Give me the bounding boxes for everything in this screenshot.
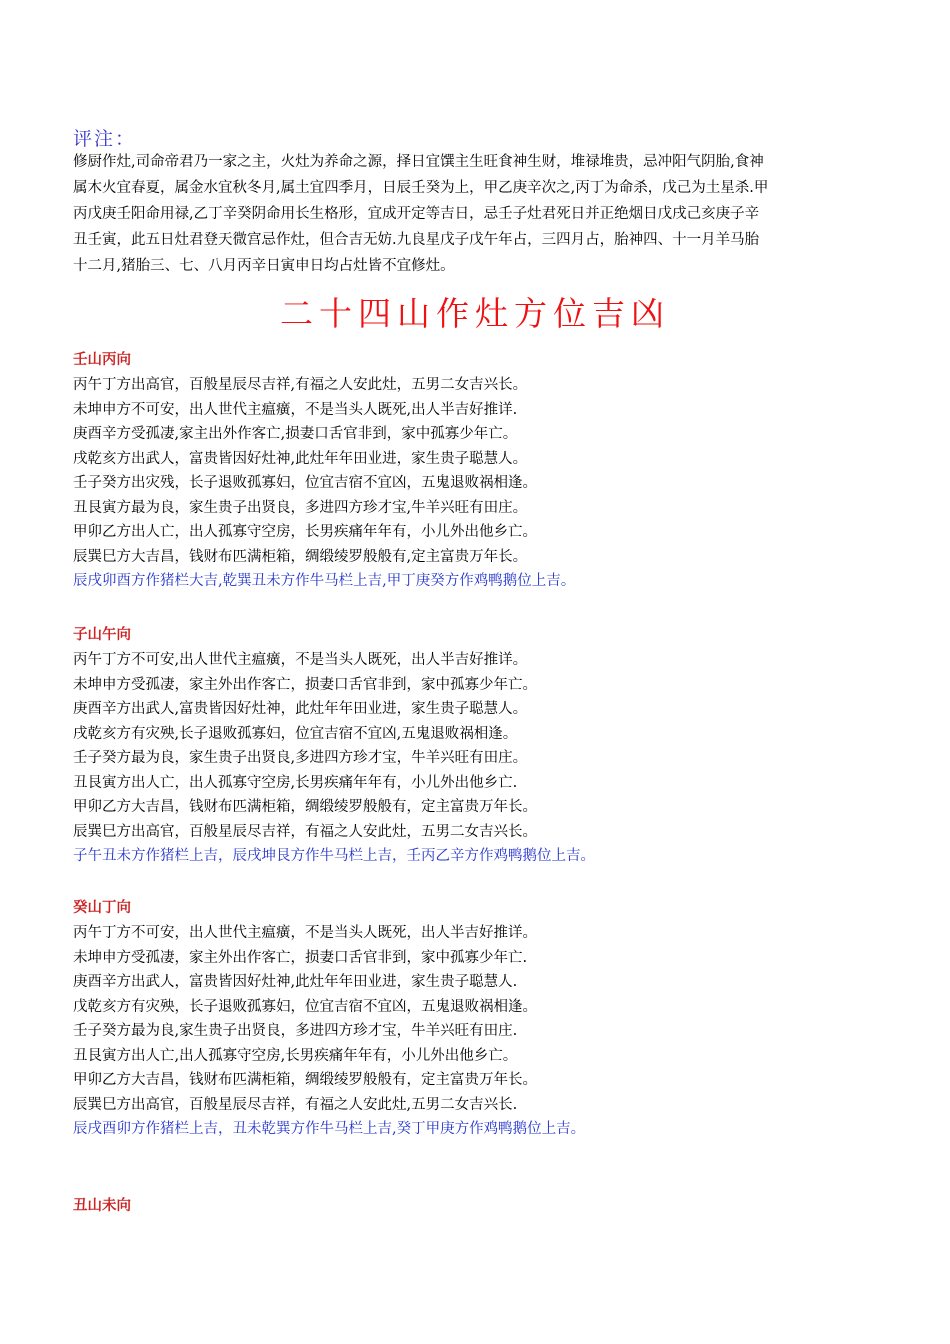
verse-line: 丙午丁方不可安，出人世代主瘟癀，不是当头人既死，出人半吉好推详。 xyxy=(73,925,537,941)
comment-line: 丙戊庚壬阳命用禄,乙丁辛癸阴命用长生格形，宜成开定等吉日，忌壬子灶君死日并正绝烟日戊戌己亥庚子辛 xyxy=(73,206,760,222)
section-note: 子午丑未方作猪栏上吉，辰戌坤艮方作牛马栏上吉，壬丙乙辛方作鸡鸭鹅位上吉。 xyxy=(73,848,595,864)
verse-line: 甲卯乙方出人亡，出人孤寡守空房，长男疾痛年年有，小儿外出他乡亡。 xyxy=(73,524,537,540)
verse-line: 甲卯乙方大吉昌，钱财布匹满柜箱，绸缎绫罗般般有，定主富贵万年长。 xyxy=(73,799,537,815)
verse-line: 庚酉辛方出武人，富贵皆因好灶神,此灶年年田业进，家生贵子聪慧人. xyxy=(73,974,518,990)
comment-line: 属木火宜春夏，属金水宜秋冬月,属土宜四季月，日辰壬癸为上，甲乙庚辛次之,丙丁为命杀，戊己为土星杀.甲 xyxy=(73,180,769,196)
section-zi-shan xyxy=(73,624,893,869)
comment-heading: 评注： xyxy=(73,128,137,150)
verse-line: 辰巽巳方出高官，百般星辰尽吉祥，有福之人安此灶,五男二女吉兴长. xyxy=(73,1096,518,1113)
comment-line: 丑壬寅，此五日灶君登天微宫忌作灶，但合吉无妨.九良星戊子戊午年占，三四月占，胎神四、十一月羊马胎 xyxy=(73,232,760,248)
verse-line: 未坤申方受孤凄，家主外出作客亡，损妻口舌官非到，家中孤寡少年亡. xyxy=(73,949,528,966)
section-chou-shan xyxy=(73,1195,893,1219)
section-note: 辰戌卯酉方作猪栏大吉,乾巽丑未方作牛马栏上吉,甲丁庚癸方作鸡鸭鹅位上吉。 xyxy=(73,573,576,589)
comment-body xyxy=(73,149,881,279)
verse-line: 丑艮寅方出人亡，出人孤寡守空房,长男疾痛年年有，小儿外出他乡亡. xyxy=(73,774,518,791)
page-title: 二十四山作灶方位吉凶 xyxy=(280,294,670,333)
verse-line: 丑艮寅方出人亡,出人孤寡守空房,长男疾痛年年有，小儿外出他乡亡。 xyxy=(73,1047,518,1064)
verse-line: 甲卯乙方大吉昌，钱财布匹满柜箱，绸缎绫罗般般有，定主富贵万年长。 xyxy=(73,1072,537,1088)
section-ren-shan xyxy=(73,349,893,594)
verse-line: 庚酉辛方受孤凄,家主出外作客亡,损妻口舌官非到，家中孤寡少年亡。 xyxy=(73,426,518,442)
section-heading: 癸山丁向 xyxy=(73,900,131,916)
verse-line: 壬子癸方最为良,家生贵子出贤良，多进四方珍才宝，牛羊兴旺有田庄. xyxy=(73,1023,518,1039)
verse-line: 戌乾亥方有灾殃,长子退败孤寡妇，位宜吉宿不宜凶,五鬼退败祸相逢。 xyxy=(73,725,518,742)
verse-line: 壬子癸方最为良，家生贵子出贤良,多进四方珍才宝，牛羊兴旺有田庄。 xyxy=(73,750,528,766)
section-note: 辰戌酉卯方作猪栏上吉，丑未乾巽方作牛马栏上吉,癸丁甲庚方作鸡鸭鹅位上吉。 xyxy=(73,1121,586,1137)
comment-line: 十二月,猪胎三、七、八月丙辛日寅申日均占灶皆不宜修灶。 xyxy=(73,258,455,274)
verse-line: 丑艮寅方最为良，家生贵子出贤良，多进四方珍才宝,牛羊兴旺有田庄。 xyxy=(73,499,528,516)
verse-line: 辰巽巳方大吉昌，钱财布匹满柜箱，绸缎绫罗般般有,定主富贵万年长。 xyxy=(73,548,528,565)
section-gui-shan xyxy=(73,897,893,1142)
section-heading: 丑山未向 xyxy=(73,1198,131,1214)
verse-line: 戊乾亥方有灾殃，长子退败孤寡妇，位宜吉宿不宜凶，五鬼退败祸相逢。 xyxy=(73,998,537,1015)
verse-line: 丙午丁方出高官，百般星辰尽吉祥,有福之人安此灶，五男二女吉兴长。 xyxy=(73,377,528,393)
verse-line: 丙午丁方不可安,出人世代主瘟癀，不是当头人既死，出人半吉好推详。 xyxy=(73,652,528,668)
verse-line: 未坤申方不可安，出人世代主瘟癀，不是当头人既死,出人半吉好推详. xyxy=(73,401,518,418)
verse-line: 戌乾亥方出武人，富贵皆因好灶神,此灶年年田业进，家生贵子聪慧人。 xyxy=(73,450,528,467)
verse-line: 辰巽巳方出高官，百般星辰尽吉祥，有福之人安此灶，五男二女吉兴长。 xyxy=(73,823,537,840)
verse-line: 未坤申方受孤凄，家主外出作客亡，损妻口舌官非到，家中孤寡少年亡。 xyxy=(73,676,537,693)
verse-line: 庚酉辛方出武人,富贵皆因好灶神，此灶年年田业进，家生贵子聪慧人。 xyxy=(73,701,528,717)
section-heading: 子山午向 xyxy=(73,627,131,643)
comment-line: 修厨作灶,司命帝君乃一家之主，火灶为养命之源，择日宜馔主生旺食神生财，堆禄堆贵，忌冲阳气阴胎,食神 xyxy=(73,154,764,170)
section-heading: 壬山丙向 xyxy=(73,352,131,368)
verse-line: 壬子癸方出灾残，长子退败孤寡妇，位宜吉宿不宜凶，五鬼退败祸相逢。 xyxy=(73,475,537,491)
